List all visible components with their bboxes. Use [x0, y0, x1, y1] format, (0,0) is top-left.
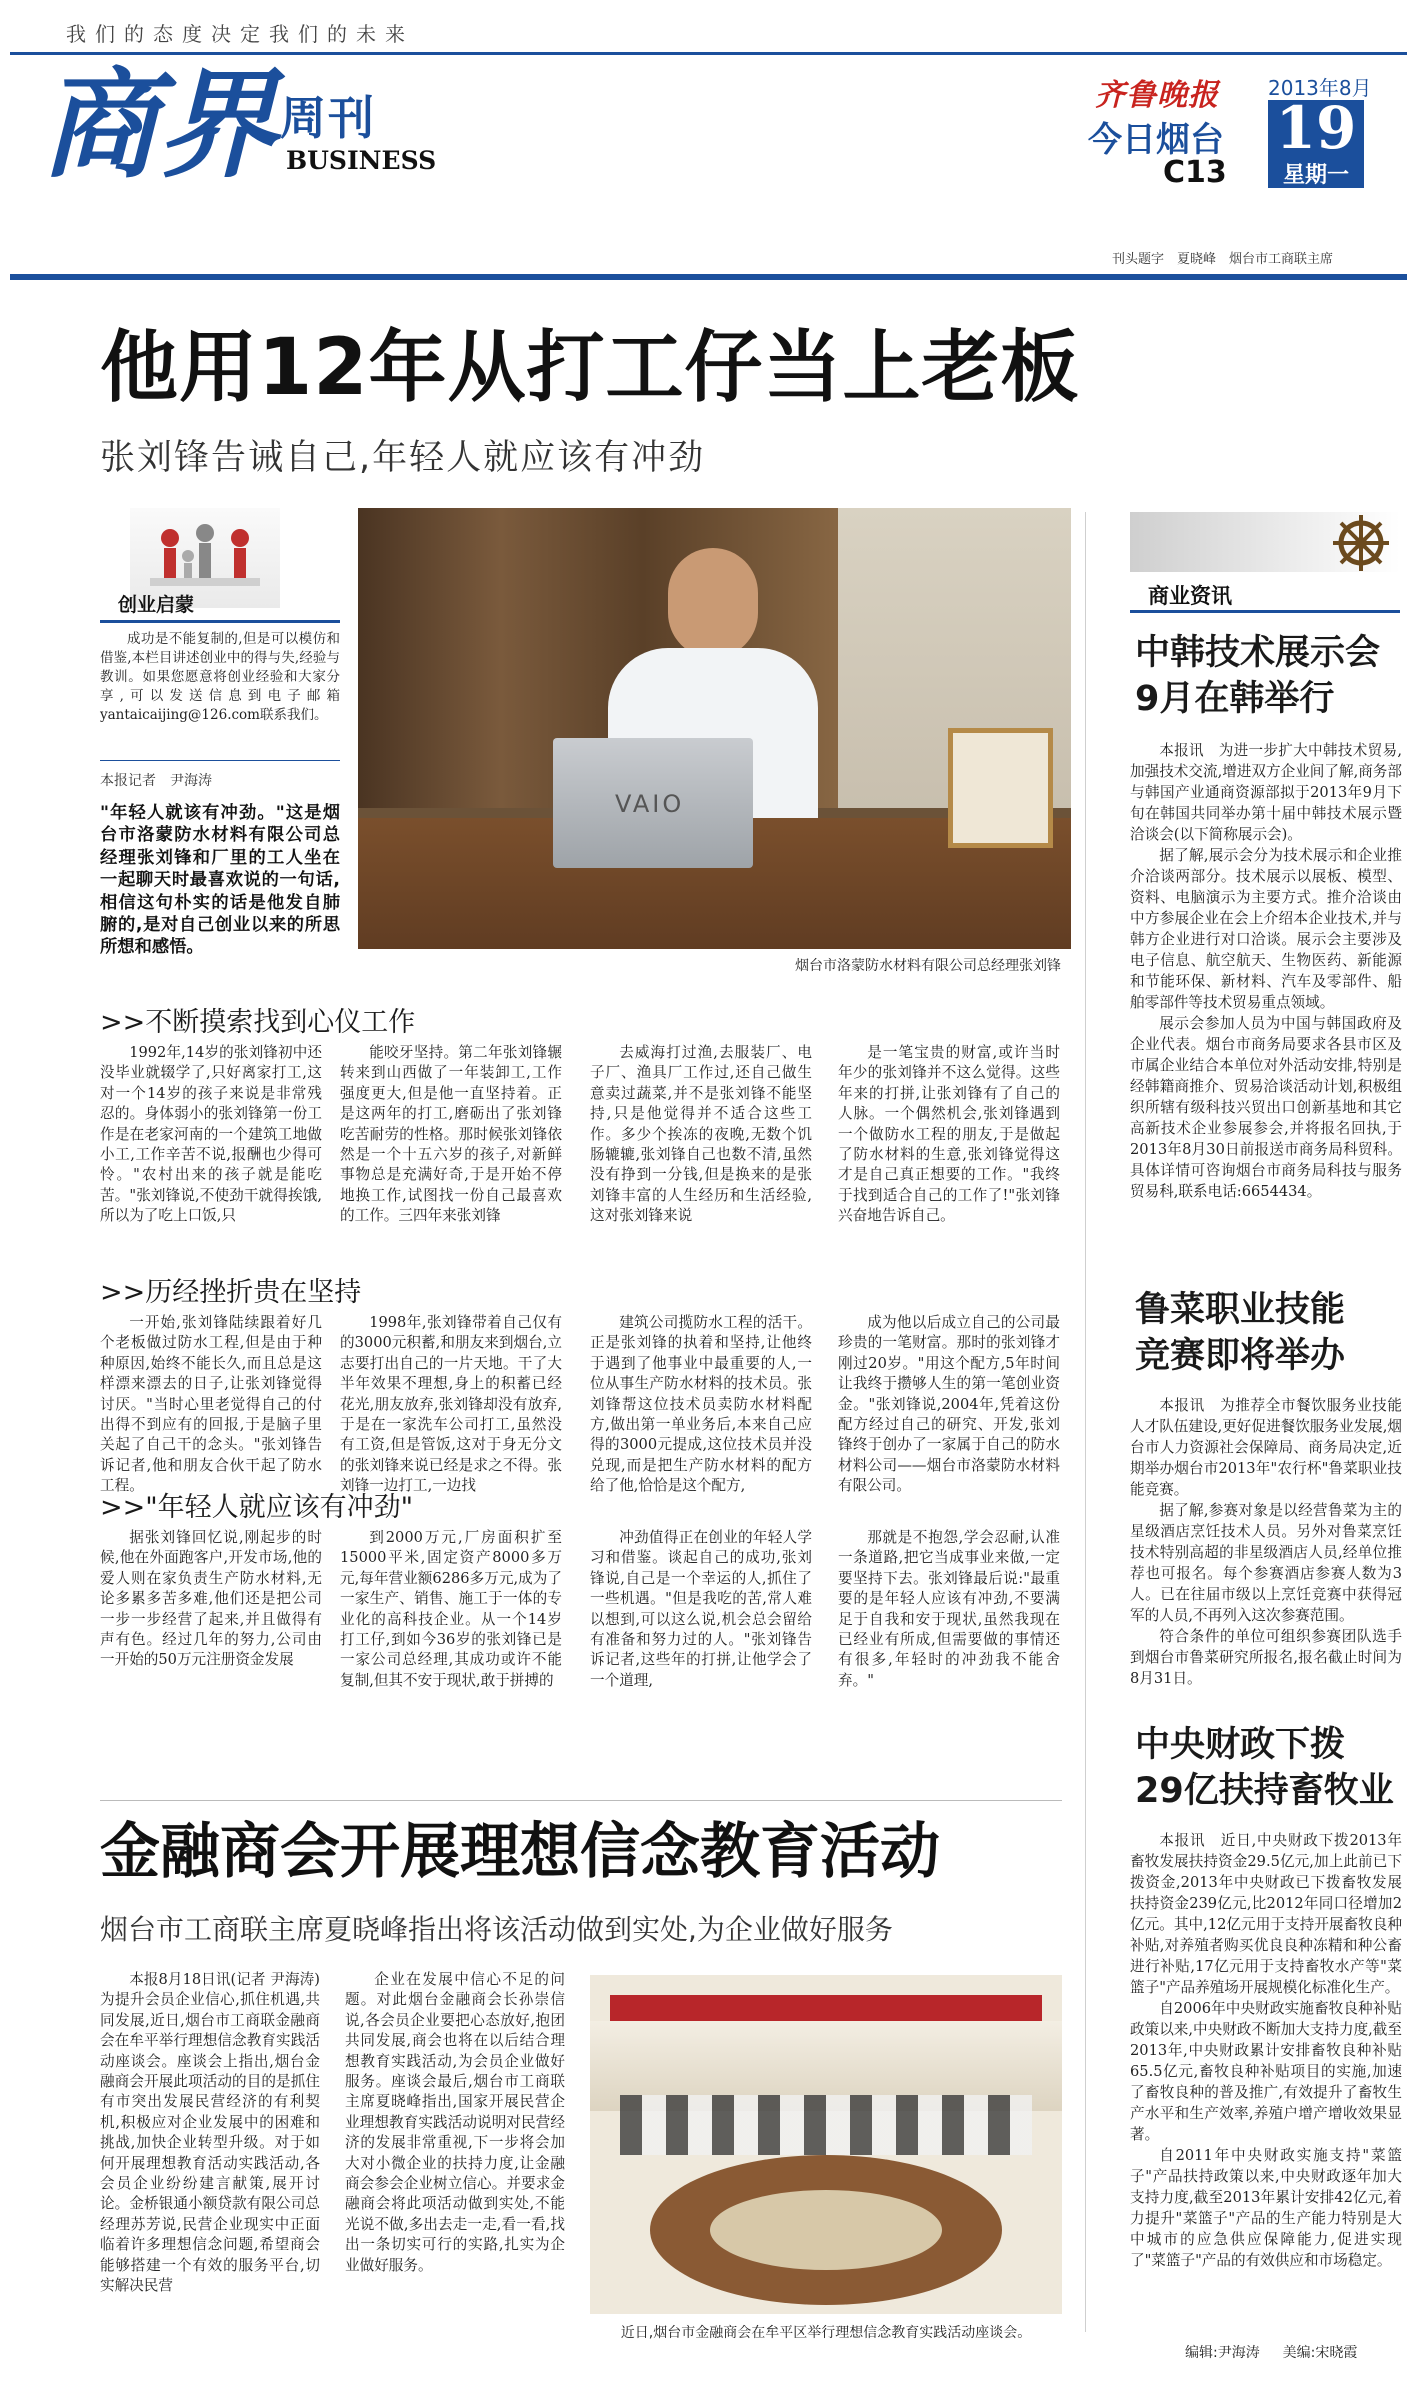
footer-spacer [1264, 2345, 1278, 2361]
second-headline: 金融商会开展理想信念教育活动 [100, 1817, 940, 1887]
section-1-title: >>不断摸索找到心仪工作 [100, 1007, 416, 1038]
lead-photo [358, 508, 1071, 981]
photo-caption: 烟台市洛蒙防水材料有限公司总经理张刘锋 [358, 949, 1071, 981]
second-col-2 [345, 1970, 565, 2355]
meeting-people-row [620, 2095, 1032, 2155]
sidebar-item-3-headline-1: 中央财政下拨 [1135, 1725, 1346, 1765]
sidebar-item-3-para-3: 自2011年中央财政实施支持"菜篮子"产品扶持政策以来,中央财政逐年加大支持力度,截至2013年累计安排42亿元,着力提升"菜篮子"产品的生产能力特别是大中城市的应急供应保障能力,促进实现了"菜篮子"产品的有效供应和市场稳定。 [1130, 2147, 1402, 2269]
section-1-col-4 [838, 1043, 1060, 1323]
column-intro-rule [100, 760, 340, 761]
meeting-photo [590, 1975, 1062, 2350]
section-3-col-2 [340, 1528, 562, 1728]
slogan: 我们的态度决定我们的未来 [66, 22, 414, 46]
sidebar-item-1-para-2: 据了解,展示会分为技术展示和企业推介洽谈两部分。技术展示以展板、模型、资料、电脑演示为主要方式。推介洽谈由中方参展企业在会上介绍本企业技术,并与韩方企业进行对口洽谈。展示会主要涉及电子信息、航空航天、生物医药、新能源和节能环保、新材料、汽车及零部件、船舶零部件等技术贸易重点领域。 [1130, 847, 1402, 1011]
sidebar-item-2-body [1130, 1395, 1402, 1705]
sidebar-item-1-para-1: 本报讯 为进一步扩大中韩技术贸易,加强技术交流,增进双方企业间了解,商务部与韩国产业通商资源部拟于2013年9月下旬在韩国共同举办第十届中韩技术展示暨洽谈会(以下简称展示会)。 [1130, 742, 1402, 843]
ship-wheel-icon [1330, 512, 1392, 574]
column-intro [100, 630, 340, 725]
section-2-col-1-text: 一开始,张刘锋陆续跟着好几个老板做过防水工程,但是由于种种原因,始终不能长久,而且总是这样漂来漂去的日子,让张刘锋觉得讨厌。"当时心里老觉得自己的付出得不到应有的回报,于是脑子里关起了自己干的念头。"张刘锋告诉记者,他和朋友合伙干起了防水工程。 [100, 1314, 322, 1495]
second-article-rule [100, 1800, 1062, 1801]
photo-frame [948, 728, 1053, 848]
sidebar-item-2-para-3: 符合条件的单位可组织参赛团队选手到烟台市鲁菜研究所报名,报名截止时间为8月31日。 [1130, 1628, 1402, 1687]
paper-name: 齐鲁晚报 [1095, 78, 1219, 113]
section-3-col-4 [838, 1528, 1060, 1728]
second-col-2-text: 企业在发展中信心不足的问题。对此烟台金融商会长孙崇信说,各会员企业要把心态放好,抱团共同发展,商会也将在以后结合理想教育实践活动,为会员企业做好服务。座谈会最后,烟台市工商联主席夏晓峰指出,国家开展民营企业理想教育实践活动说明对民营经济的发展非常重视,下一步将会加大对小微企业的扶持力度,让金融商会参会企业树立信心。并要求金融商会将此项活动做到实处,不能光说不做,多出去走一走,看一看,找出一条切实可行的实路,扎实为企业做好服务。 [345, 1971, 565, 2274]
section-2-col-4-text: 成为他以后成立自己的公司最珍贵的一笔财富。那时的张刘锋才刚过20岁。"用这个配方,5年时间让我终于攒够人生的第一笔创业资金。"张刘锋说,2004年,凭着这份配方经过自己的研究、开发,张刘锋终于创办了一家属于自己的防水材料公司——烟台市洛蒙防水材料有限公司。 [838, 1314, 1060, 1495]
section-3-title: >>"年轻人就应该有冲劲" [100, 1492, 414, 1523]
lead-intro-para: "年轻人就该有冲劲。"这是烟台市洛蒙防水材料有限公司总经理张刘锋和厂里的工人坐在一起聊天时最喜欢说的一句话,相信这句朴实的话是他发自肺腑的,是对自己创业以来的所思所想和感悟。 [100, 803, 340, 958]
ship-wheel-svg [1330, 512, 1392, 574]
section-1-col-3 [590, 1043, 812, 1323]
meeting-table-inner [710, 2190, 942, 2270]
sidebar-label-box [1130, 512, 1400, 607]
meeting-caption: 近日,烟台市金融商会在牟平区举行理想信念教育实践活动座谈会。 [590, 2314, 1062, 2350]
section-1-col-4-text: 是一笔宝贵的财富,或许当时年少的张刘锋并不这么觉得。这些年来的打拼,让张刘锋有了自己的人脉。一个偶然机会,张刘锋遇到一个做防水工程的朋友,于是做起了防水材料的生意,张刘锋觉得这才是自己真正想要的工作。"我终于找到适合自己的工作了!"张刘锋兴奋地告诉自己。 [838, 1044, 1060, 1225]
photo-laptop [553, 738, 753, 868]
photo-person-head [668, 548, 758, 658]
page-code: C13 [1163, 155, 1227, 190]
masthead-rule [10, 274, 1407, 280]
section-1-col-2 [340, 1043, 562, 1323]
section-1-col-3-text: 去威海打过渔,去服装厂、电子厂、渔具厂工作过,还自己做生意卖过蔬菜,并不是张刘锋不能坚持,只是他觉得并不适合这些工作。多少个挨冻的夜晚,无数个饥肠辘辘,张刘锋自己也数不清,虽然没有挣到一分钱,但是换来的是张刘锋丰富的人生经历和生活经验,这对张刘锋来说 [590, 1044, 812, 1225]
masthead-credits: 刊头题字 夏晓峰 烟台市工商联主席 [1112, 252, 1334, 267]
date-weekday: 星期一 [1282, 163, 1349, 188]
footer-credits [1185, 2342, 1357, 2362]
sidebar-item-2-headline-2: 竞赛即将举办 [1135, 1336, 1346, 1376]
laptop-logo: VAIO [615, 790, 685, 818]
footer-editor: 编辑:尹海涛 [1185, 2345, 1260, 2361]
edition-name: 今日烟台 [1088, 120, 1224, 160]
section-2-title: >>历经挫折贵在坚持 [100, 1277, 362, 1308]
sidebar-item-1-headline-1: 中韩技术展示会 [1135, 633, 1381, 673]
column-label-bar [100, 620, 340, 623]
lead-byline: 本报记者 尹海涛 [100, 773, 212, 789]
date-year-month: 2013年8月 [1268, 76, 1372, 100]
sidebar-label-underline [1130, 610, 1400, 613]
sidebar-item-3-body [1130, 1830, 1402, 2332]
column-intro-text: 成功是不能复制的,但是可以模仿和借鉴,本栏目讲述创业中的得与失,经验与教训。如果您愿意将创业经验和大家分享,可以发送信息到电子邮箱yantaicaijing@126.com联系我们。 [100, 631, 340, 723]
footer-designer: 美编:宋晓霞 [1282, 2345, 1358, 2361]
column-box [100, 508, 340, 978]
column-label: 创业启蒙 [118, 594, 195, 616]
section-3-col-4-text: 那就是不抱怨,学会忍耐,认准一条道路,把它当成事业来做,一定要坚持下去。张刘锋最后说:"最重要的是年轻人应该有冲劲,不要满足于自我和安于现状,虽然我现在已经业有所成,但需要做的事情还有很多,年轻时的冲劲我不能舍弃。" [838, 1529, 1060, 1689]
sidebar-divider [1085, 512, 1086, 2332]
sidebar-item-2-para-2: 据了解,参赛对象是以经营鲁菜为主的星级酒店烹饪技术人员。另外对鲁菜烹饪技术特别高超的非星级酒店人员,经单位推荐也可报名。每个参赛酒店参赛人数为3人。已在往届市级以上烹饪竞赛中获得冠军的人员,不再列入这次参赛范围。 [1130, 1502, 1402, 1624]
sidebar-item-2-para-1: 本报讯 为推荐全市餐饮服务业技能人才队伍建设,更好促进餐饮服务业发展,烟台市人力资源社会保障局、商务局决定,近期举办烟台市2013年"农行杯"鲁菜职业技能竞赛。 [1130, 1397, 1402, 1498]
date-box [1268, 94, 1364, 188]
sidebar-item-3-para-1: 本报讯 近日,中央财政下拨2013年畜牧发展扶持资金29.5亿元,加上此前已下拨资金,2013年中央财政已下拨畜牧发展扶持资金239亿元,比2012年同口径增加2亿元。其中,12亿元用于支持开展畜牧良种补贴,对养殖者购买优良良种冻精和种公畜进行补贴,17亿元用于支持畜牧水产等"菜篮子"产品养殖场开展规模化标准化生产。 [1130, 1832, 1402, 1996]
section-3-col-1 [100, 1528, 322, 1728]
section-2-col-4 [838, 1313, 1060, 1533]
sidebar-item-1-body [1130, 740, 1402, 1360]
sidebar-item-1-headline-2: 9月在韩举行 [1135, 679, 1335, 719]
lead-headline: 他用12年从打工仔当上老板 [100, 323, 1080, 413]
date-day: 19 [1275, 94, 1357, 162]
brand-char-2: 界 [158, 56, 277, 194]
section-3-col-2-text: 到2000万元,厂房面积扩至15000平米,固定资产8000多万元,每年营业额6286多万元,成为了一家生产、销售、施工于一体的专业化的高科技企业。从一个14岁打工仔,到如今36岁的张刘锋已是一家公司总经理,其成功或许不能复制,但其不安于现状,敢于拼搏的 [340, 1529, 562, 1689]
second-subheadline: 烟台市工商联主席夏晓峰指出将该活动做到实处,为企业做好服务 [100, 1913, 893, 1946]
section-3-col-3 [590, 1528, 812, 1728]
sidebar-item-3-headline-2: 29亿扶持畜牧业 [1135, 1771, 1394, 1811]
second-col-1-text: 本报8月18日讯(记者 尹海涛) 为提升会员企业信心,抓住机遇,共同发展,近日,烟台市工商联金融商会在牟平举行理想信念教育实践活动座谈会。座谈会上指出,烟台金融商会开展此项活动的目的是抓住有市突出发展民营经济的有利契机,积极应对企业发展中的困难和挑战,加快企业转型升级。对于如何开展理想教育活动实践活动,各会员企业纷纷建言献策,展开讨论。金桥银通小额贷款有限公司总经理苏芳说,民营企业现实中正面临着许多理想信念问题,希望商会能够搭建一个有效的服务平台,切实解决民营 [100, 1971, 320, 2295]
brand-english: BUSINESS [286, 146, 437, 175]
lead-subheadline: 张刘锋告诫自己,年轻人就应该有冲劲 [100, 438, 706, 478]
meeting-banner [610, 1995, 1042, 2021]
section-1-col-2-text: 能咬牙坚持。第二年张刘锋辗转来到山西做了一年装卸工,工作强度更大,但是他一直坚持着。正是这两年的打工,磨砺出了张刘锋吃苦耐劳的性格。那时候张刘锋依然是一个十五六岁的孩子,对新鲜事物总是充满好奇,于是开始不停地换工作,试图找一份自己最喜欢的工作。三四年来张刘锋 [340, 1044, 562, 1225]
section-2-col-3 [590, 1313, 812, 1533]
sidebar-item-2-headline-1: 鲁菜职业技能 [1135, 1290, 1346, 1330]
section-3-col-3-text: 冲劲值得正在创业的年轻人学习和借鉴。谈起自己的成功,张刘锋说,自己是一个幸运的人,抓住了一些机遇。"但是我吃的苦,常人难以想到,可以这么说,机会总会留给有准备和努力过的人。"张刘锋告诉记者,这些年的打拼,让他学会了一个道理, [590, 1529, 812, 1689]
brand-logo [40, 56, 437, 200]
section-1-col-1-text: 1992年,14岁的张刘锋初中还没毕业就辍学了,只好离家打工,这对一个14岁的孩子来说是非常残忍的。身体弱小的张刘锋第一份工作是在老家河南的一个建筑工地做小工,工作辛苦不说,报酬也少得可怜。"农村出来的孩子就是能吃苦。"张刘锋说,不使劲干就得挨饿,所以为了吃上口饭,只 [100, 1044, 322, 1225]
sidebar-item-1-para-3: 展示会参加人员为中国与韩国政府及企业代表。烟台市商务局要求各县市区及市属企业结合本单位对外活动安排,特别是经韩籍商推介、贸易洽谈活动计划,积极组织所辖有级科技兴贸出口创新基地和其它高新技术企业参展参会,并将报名回执,于2013年8月30日前报送市商务局科贸科。具体详情可咨询烟台市商务局科技与服务贸易科,联系电话:6654434。 [1130, 1015, 1402, 1200]
section-3-col-1-text: 据张刘锋回忆说,刚起步的时候,他在外面跑客户,开发市场,他的爱人则在家负责生产防水材料,无论多累多苦多难,他们还是把公司一步一步经营了起来,并且做得有声有色。经过几年的努力,公司由一开始的50万元注册资金发展 [100, 1529, 322, 1669]
second-col-1 [100, 1970, 320, 2355]
section-2-col-3-text: 建筑公司揽防水工程的活干。正是张刘锋的执着和坚持,让他终于遇到了他事业中最重要的人,一位从事生产防水材料的技术员。张刘锋帮这位技术员卖防水材料配方,做出第一单业务后,本来自己应得的3000元提成,这位技术员并没兑现,而是把生产防水材料的配方给了他,恰恰是这个配方, [590, 1314, 812, 1495]
brand-char-1: 商 [40, 56, 159, 194]
sidebar-item-3-para-2: 自2006年中央财政实施畜牧良种补贴政策以来,中央财政不断加大支持力度,截至2013年,中央财政累计安排畜牧良种补贴65.5亿元,畜牧良种补贴项目的实施,加速了畜牧良种的普及推广,有效提升了畜牧生产水平和生产效率,养殖户增产增收效果显著。 [1130, 2000, 1402, 2143]
top-rule [10, 52, 1407, 55]
sidebar-label: 商业资讯 [1148, 584, 1232, 608]
brand-zhoukan: 周刊 [280, 91, 376, 145]
section-2-col-2-text: 1998年,张刘锋带着自己仅有的3000元积蓄,和朋友来到烟台,立志要打出自己的一片天地。干了大半年效果不理想,身上的积蓄已经花光,朋友放弃,张刘锋却没有放弃,于是在一家洗车公司打工,虽然没有工资,但是管饭,这对于身无分文的张刘锋来说已经是求之不得。张刘锋一边打工,一边找 [340, 1314, 562, 1495]
